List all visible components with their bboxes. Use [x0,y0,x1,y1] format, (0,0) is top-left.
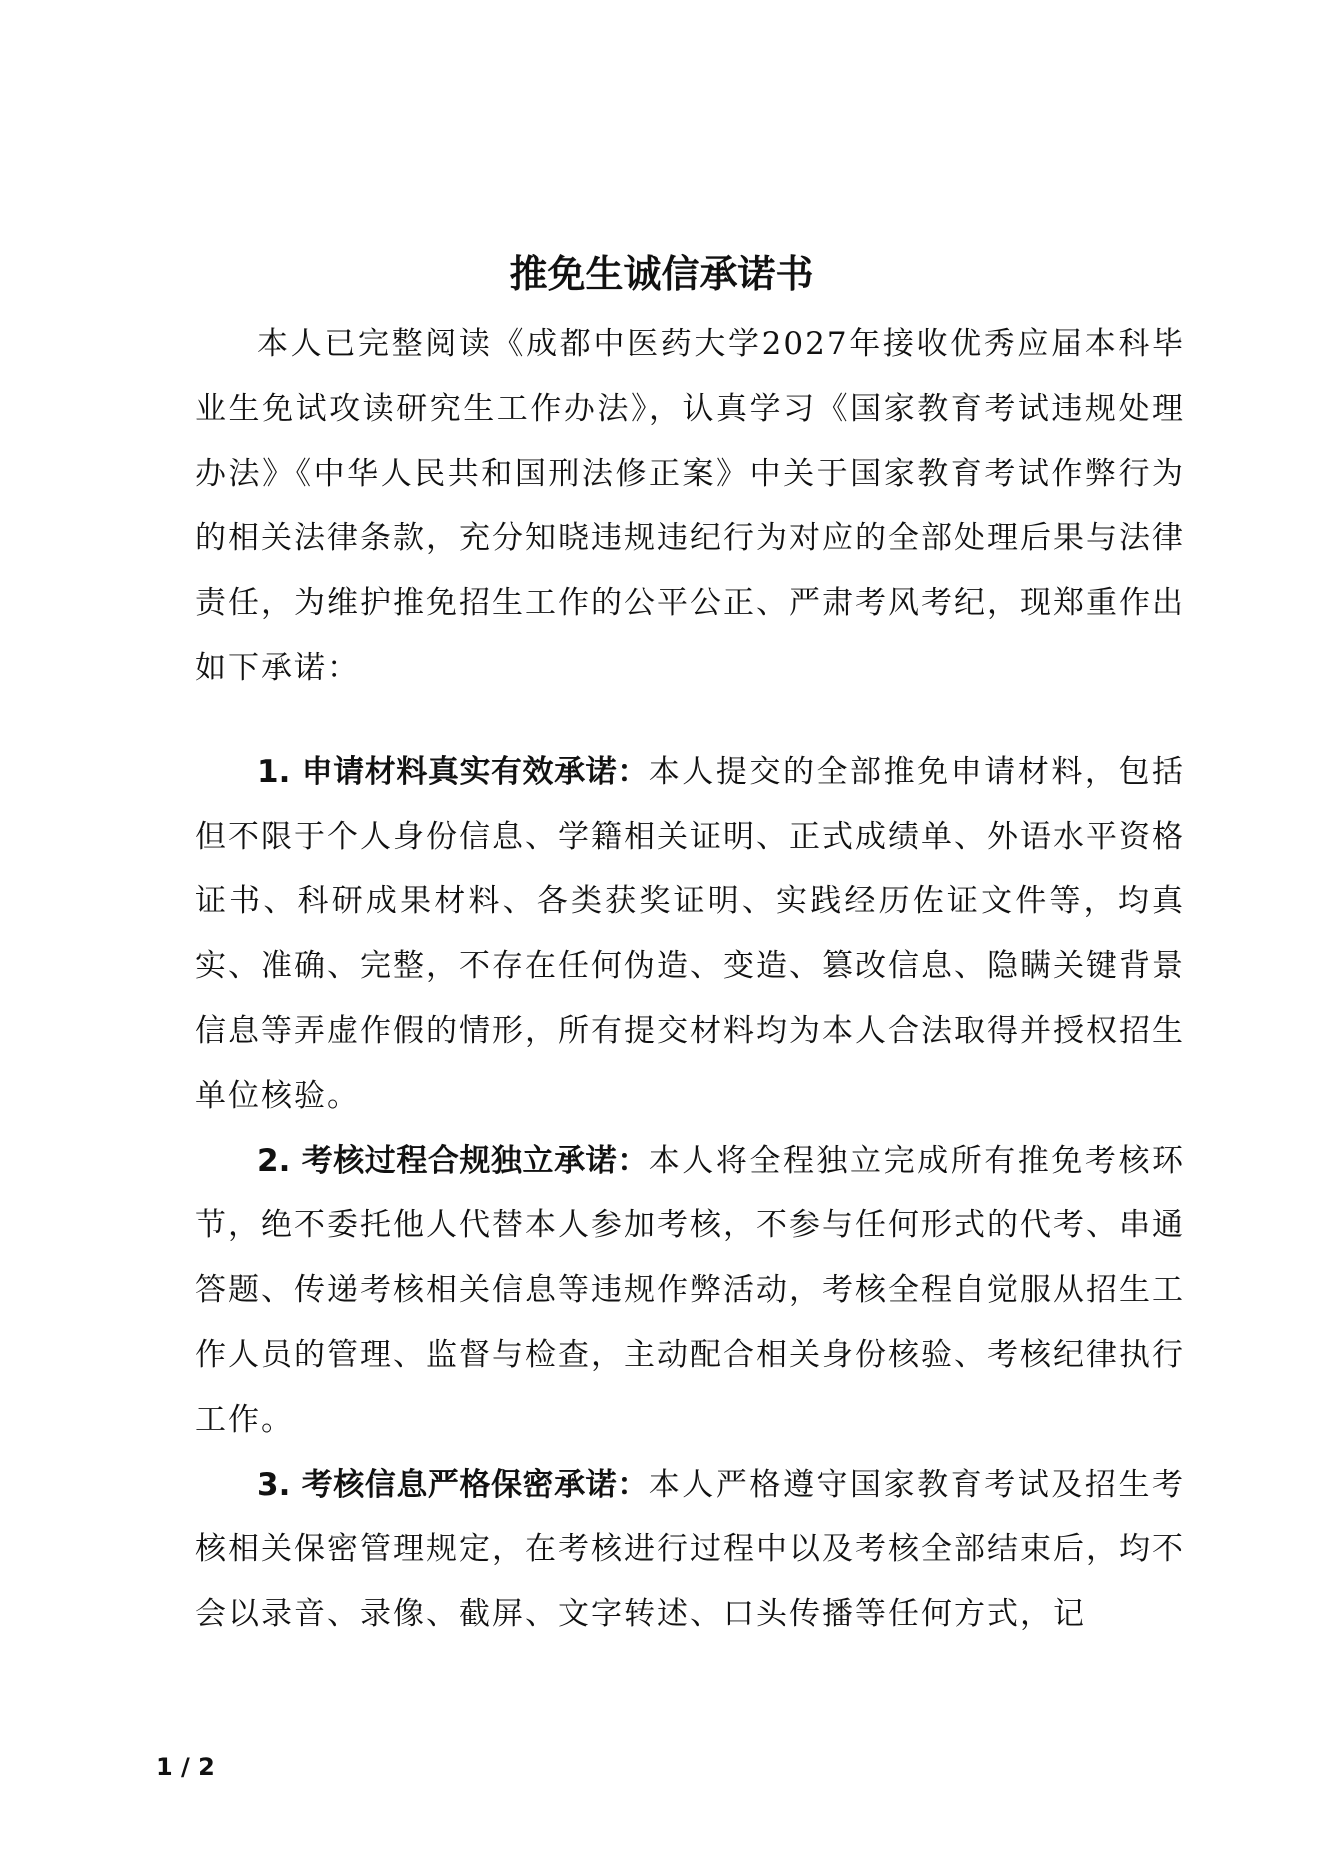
commitment-text-2: 本人将全程独立完成所有推免考核环节，绝不委托他人代替本人参加考核，不参与任何形式的代考、串通答题、传递考核相关信息等违规作弊活动，考核全程自觉服从招生工作人员的管理、监督与检查，主动配合相关身份核验、考核纪律执行工作。 [195,1142,1186,1438]
intro-paragraph: 本人已完整阅读《成都中医药大学2027年接收优秀应届本科毕业生免试攻读研究生工作办法》，认真学习《国家教育考试违规处理办法》《中华人民共和国刑法修正案》中关于国家教育考试作弊行为的相关法律条款，充分知晓违规违纪行为对应的全部处理后果与法律责任，为维护推免招生工作的公平公正、严肃考风考纪，现郑重作出如下承诺： [195,326,1185,686]
document-title: 推免生诚信承诺书 [509,252,814,296]
commitment-heading-3: 3. 考核信息严格保密承诺： [257,1466,649,1503]
commitment-heading-2: 2. 考核过程合规独立承诺： [257,1142,649,1179]
commitment-item-2 [195,1129,1185,1453]
commitment-text-3: 本人严格遵守国家教育考试及招生考核相关保密管理规定，在考核进行过程中以及考核全部结束后，均不会以录音、录像、截屏、文字转述、口头传播等任何方式，记 [195,1466,1186,1633]
commitment-item-3 [195,1453,1185,1647]
page-number: 1 / 2 [156,1753,215,1781]
document-body [195,312,1185,1647]
commitment-text-1: 本人提交的全部推免申请材料，包括但不限于个人身份信息、学籍相关证明、正式成绩单、外语水平资格证书、科研成果材料、各类获奖证明、实践经历佐证文件等，均真实、准确、完整，不存在任何伪造、变造、篡改信息、隐瞒关键背景信息等弄虚作假的情形，所有提交材料均为本人合法取得并授权招生单位核验。 [195,753,1186,1114]
commitment-item-1 [195,740,1185,1129]
commitment-heading-1: 1. 申请材料真实有效承诺： [257,753,649,790]
